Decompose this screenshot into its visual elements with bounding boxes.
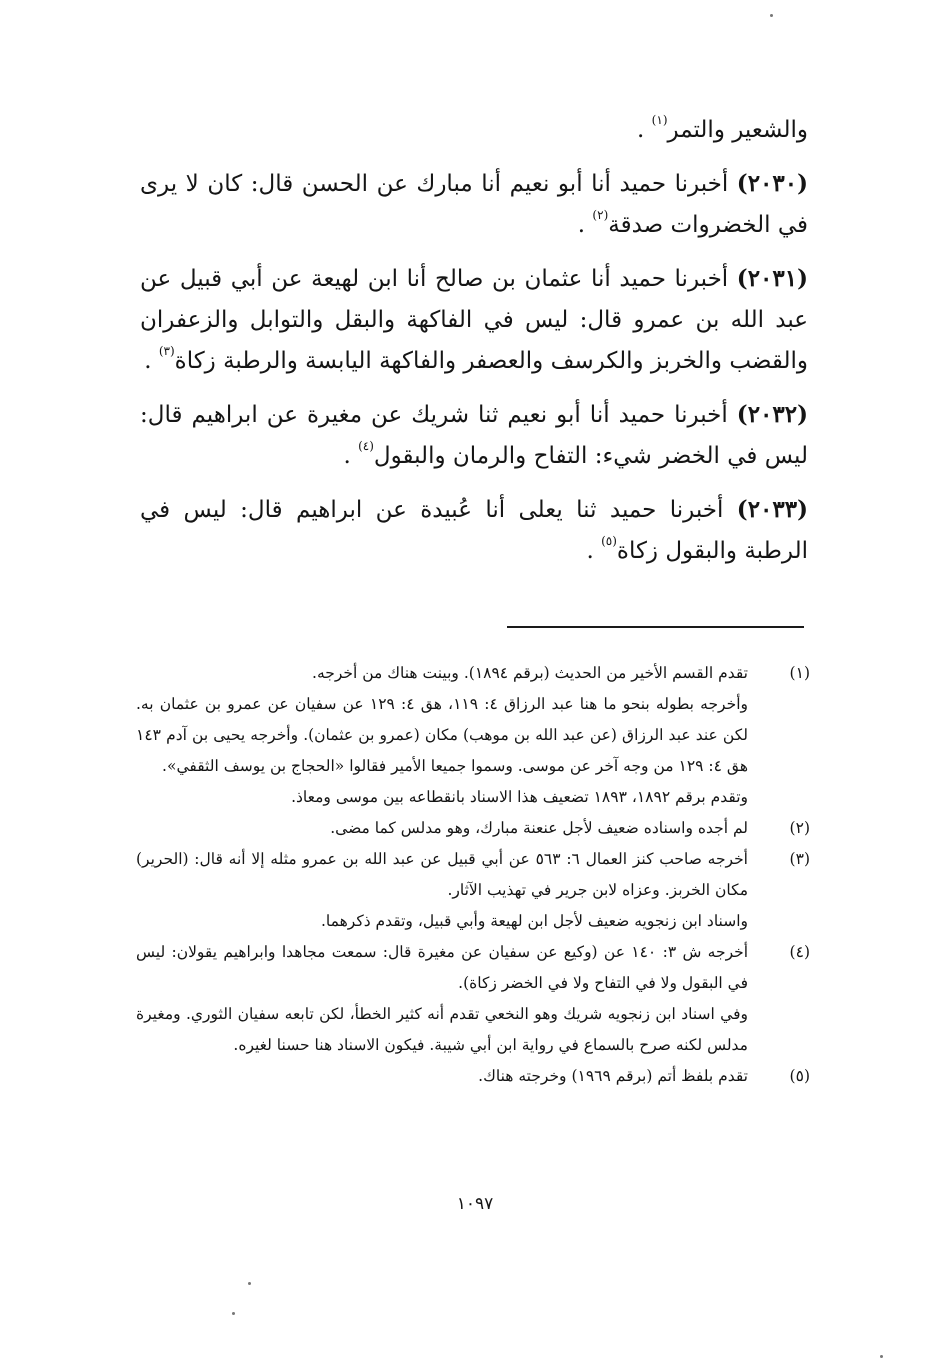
- hadith-text: أخبرنا حميد ثنا يعلى أنا عُبيدة عن ابراهيم قال: ليس في الرطبة والبقول زكاة: [140, 497, 808, 564]
- hadith-text: أخبرنا حميد أنا أبو نعيم ثنا شريك عن مغيرة عن ابراهيم قال: ليس في الخضر شيء: التفاح والرمان والبقول: [140, 402, 808, 469]
- footnote-line: واسناد ابن زنجويه ضعيف لأجل ابن لهيعة وأبي قبيل، وتقدم ذكرهما.: [321, 912, 748, 930]
- footnote-label: (٤): [789, 943, 810, 961]
- footnote-text: [136, 1061, 748, 1092]
- footnote-separator: [507, 626, 804, 628]
- footnotes: [136, 658, 810, 1092]
- footnote-line: أخرجه صاحب كنز العمال ٦: ٥٦٣ عن أبي قبيل عن عبد الله بن عمرو مثله إلا أنه قال: (الحرير) مكان الخربز. وعزاه لابن جرير في تهذيب الآثار.: [136, 850, 748, 899]
- hadith-2033: (٢٠٣٣) أخبرنا حميد ثنا يعلى أنا عُبيدة عن ابراهيم قال: ليس في الرطبة والبقول زكاة$^{(٥)}$ .: [140, 496, 808, 564]
- footnote-label: (١): [789, 664, 810, 682]
- hadith-number: (٢٠٣١): [736, 265, 808, 292]
- scan-speck: [248, 1282, 251, 1285]
- scan-speck: [770, 14, 773, 17]
- footnote-marker: (٤): [358, 439, 374, 453]
- footnote-4: [136, 937, 810, 1061]
- footnote-text: [136, 658, 748, 813]
- footnote-marker: (٢): [592, 208, 609, 222]
- main-text: [140, 110, 808, 572]
- footnote-2: [136, 813, 810, 844]
- hadith-2031: (٢٠٣١) أخبرنا حميد أنا عثمان بن صالح أنا ابن لهيعة عن أبي قبيل عن عبد الله بن عمرو قال: ليس في الفاكهة والبقل والتوابل والزعفران والقضب والخربز والكرسف والعصفر والفاكهة اليابسة والرطبة زكاة$^{(٣)}$ .: [140, 265, 808, 374]
- footnote-5: [136, 1061, 810, 1092]
- intro-line: والشعير والتمر$^{(١)}$ .: [637, 113, 808, 143]
- hadith-2032: (٢٠٣٢) أخبرنا حميد أنا أبو نعيم ثنا شريك عن مغيرة عن ابراهيم قال: ليس في الخضر شيء: التفاح والرمان والبقول$^{(٤)}$ .: [140, 401, 808, 469]
- footnote-label: (٣): [789, 850, 810, 868]
- hadith-number: (٢٠٣٠): [736, 170, 808, 197]
- intro-text: والشعير والتمر: [667, 117, 808, 143]
- hadith-text: أخبرنا حميد أنا عثمان بن صالح أنا ابن لهيعة عن أبي قبيل عن عبد الله بن عمرو قال: ليس في الفاكهة والبقل والتوابل والزعفران والقضب والخربز والكرسف والعصفر والفاكهة اليابسة والرطبة زكاة: [140, 266, 808, 374]
- footnote-line: وفي اسناد ابن زنجويه شريك وهو النخعي تقدم أنه كثير الخطأ، لكن تابعه سفيان الثوري. ومغيرة مدلس لكنه صرح بالسماع في رواية ابن أبي شيبة. فيكون الاسناد هنا حسنا لغيره.: [136, 1005, 748, 1054]
- hadith-number: (٢٠٣٢): [736, 401, 808, 428]
- footnote-text: [136, 813, 748, 844]
- footnote-line: وتقدم برقم ١٨٩٢، ١٨٩٣ تضعيف هذا الاسناد بانقطاعه بين موسى ومعاذ.: [291, 788, 748, 806]
- footnote-text: [136, 937, 748, 1061]
- footnote-marker: (١): [651, 113, 668, 127]
- scan-speck: [880, 1355, 883, 1358]
- footnote-line: أخرجه ش ٣: ١٤٠ عن (وكيع عن سفيان عن مغيرة قال: سمعت مجاهدا وابراهيم يقولان: ليس في البقول ولا في التفاح ولا في الخضر زكاة).: [136, 943, 749, 992]
- footnote-line: تقدم بلفظ أتم (برقم ١٩٦٩) وخرجته هناك.: [478, 1067, 748, 1085]
- footnote-label: (٢): [789, 819, 810, 837]
- hadith-number: (٢٠٣٣): [736, 496, 808, 523]
- footnote-1: [136, 658, 810, 813]
- footnote-line: وأخرجه بطوله بنحو ما هنا عبد الرزاق ٤: ١١٩، هق ٤: ١٢٩ عن سفيان عن عمرو بن عثمان به. لكن عند عبد الرزاق (عن عبد الله بن موهب) مكان (عمرو بن عثمان). وأخرجه يحيى بن آدم ١٤٣ هق ٤: ١٢٩ من وجه آخر عن موسى. وسموا جميعا الأمير فقالوا «الحجاج بن يوسف الثقفي».: [136, 695, 748, 775]
- footnote-label: (٥): [789, 1067, 810, 1085]
- footnote-marker: (٥): [601, 534, 617, 548]
- footnote-marker: (٣): [158, 344, 175, 358]
- page-number: ١٠٩٧: [456, 1194, 494, 1214]
- scan-speck: [232, 1312, 235, 1315]
- hadith-2030: (٢٠٣٠) أخبرنا حميد أنا أبو نعيم أنا مبارك عن الحسن قال: كان لا يرى في الخضروات صدقة$^{(٢)}$ .: [140, 170, 808, 238]
- footnote-text: [136, 844, 748, 937]
- footnote-line: تقدم القسم الأخير من الحديث (برقم ١٨٩٤). وبينت هناك من أخرجه.: [312, 664, 748, 682]
- hadith-text: أخبرنا حميد أنا أبو نعيم أنا مبارك عن الحسن قال: كان لا يرى في الخضروات صدقة: [140, 171, 808, 238]
- footnote-3: [136, 844, 810, 937]
- footnote-line: لم أجده واسناده ضعيف لأجل عنعنة مبارك، وهو مدلس كما مضى.: [330, 819, 748, 837]
